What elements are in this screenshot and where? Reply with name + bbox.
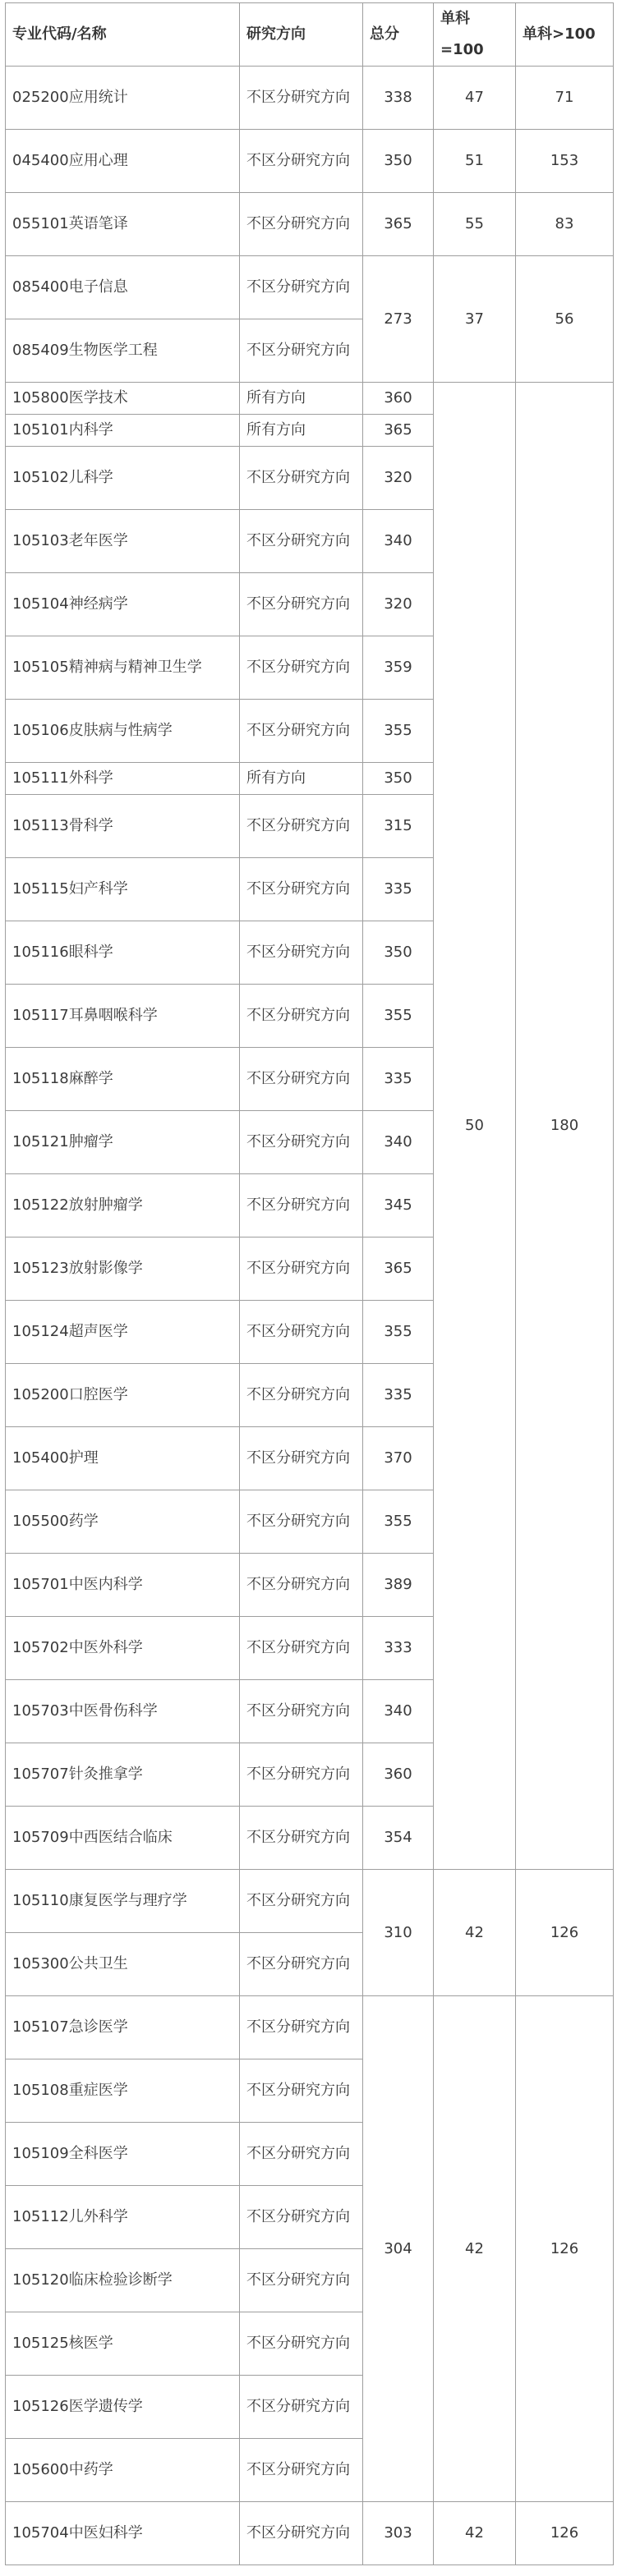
total-score-cell: 365 — [363, 193, 434, 256]
direction-cell: 不区分研究方向 — [240, 1680, 363, 1743]
header-single-eq-100: 单科=100 — [434, 3, 516, 67]
table-body — [6, 67, 614, 2565]
single-gt-100-cell: 126 — [516, 2502, 614, 2565]
major-cell: 105300公共卫生 — [6, 1933, 240, 1996]
single-eq-100-cell: 51 — [434, 130, 516, 193]
total-score-cell: 359 — [363, 636, 434, 700]
table-header-row — [6, 3, 614, 67]
direction-cell: 不区分研究方向 — [240, 1554, 363, 1617]
total-score-cell: 354 — [363, 1807, 434, 1870]
direction-cell: 不区分研究方向 — [240, 1870, 363, 1933]
direction-cell: 不区分研究方向 — [240, 2502, 363, 2565]
direction-cell: 不区分研究方向 — [240, 1427, 363, 1490]
major-cell: 105115妇产科学 — [6, 858, 240, 921]
total-score-cell: 335 — [363, 858, 434, 921]
single-eq-100-cell: 55 — [434, 193, 516, 256]
major-cell: 105103老年医学 — [6, 510, 240, 573]
table-row — [6, 383, 614, 415]
major-cell: 025200应用统计 — [6, 67, 240, 130]
direction-cell: 不区分研究方向 — [240, 2123, 363, 2186]
direction-cell: 不区分研究方向 — [240, 67, 363, 130]
total-score-cell: 338 — [363, 67, 434, 130]
total-score-cell: 355 — [363, 1490, 434, 1554]
header-single-gt-100: 单科>100 — [516, 3, 614, 67]
direction-cell: 不区分研究方向 — [240, 1933, 363, 1996]
major-cell: 105107急诊医学 — [6, 1996, 240, 2059]
direction-cell: 不区分研究方向 — [240, 256, 363, 319]
major-cell: 105702中医外科学 — [6, 1617, 240, 1680]
major-cell: 105111外科学 — [6, 763, 240, 795]
major-cell: 055101英语笔译 — [6, 193, 240, 256]
single-eq-100-cell: 47 — [434, 67, 516, 130]
direction-cell: 不区分研究方向 — [240, 2186, 363, 2249]
single-eq-100-cell: 42 — [434, 1870, 516, 1996]
table-row — [6, 256, 614, 319]
direction-cell: 不区分研究方向 — [240, 1617, 363, 1680]
total-score-cell: 355 — [363, 700, 434, 763]
major-cell: 105701中医内科学 — [6, 1554, 240, 1617]
total-score-cell: 335 — [363, 1048, 434, 1111]
direction-cell: 不区分研究方向 — [240, 573, 363, 636]
direction-cell: 不区分研究方向 — [240, 1111, 363, 1174]
single-eq-100-cell: 37 — [434, 256, 516, 383]
total-score-cell: 320 — [363, 573, 434, 636]
total-score-cell: 273 — [363, 256, 434, 383]
direction-cell: 不区分研究方向 — [240, 193, 363, 256]
major-cell: 105200口腔医学 — [6, 1364, 240, 1427]
table-row — [6, 2502, 614, 2565]
major-cell: 105113骨科学 — [6, 795, 240, 858]
major-cell: 105600中药学 — [6, 2439, 240, 2502]
total-score-cell: 350 — [363, 921, 434, 985]
major-cell: 105110康复医学与理疗学 — [6, 1870, 240, 1933]
direction-cell: 不区分研究方向 — [240, 1743, 363, 1807]
direction-cell: 所有方向 — [240, 763, 363, 795]
total-score-cell: 340 — [363, 1111, 434, 1174]
header-total: 总分 — [363, 3, 434, 67]
total-score-cell: 345 — [363, 1174, 434, 1237]
total-score-cell: 340 — [363, 510, 434, 573]
direction-cell: 不区分研究方向 — [240, 795, 363, 858]
direction-cell: 不区分研究方向 — [240, 1996, 363, 2059]
direction-cell: 不区分研究方向 — [240, 700, 363, 763]
direction-cell: 所有方向 — [240, 383, 363, 415]
major-cell: 105118麻醉学 — [6, 1048, 240, 1111]
direction-cell: 不区分研究方向 — [240, 921, 363, 985]
single-gt-100-cell: 126 — [516, 1996, 614, 2502]
direction-cell: 所有方向 — [240, 415, 363, 447]
direction-cell: 不区分研究方向 — [240, 510, 363, 573]
major-cell: 105122放射肿瘤学 — [6, 1174, 240, 1237]
direction-cell: 不区分研究方向 — [240, 1807, 363, 1870]
single-gt-100-cell: 56 — [516, 256, 614, 383]
total-score-cell: 355 — [363, 1301, 434, 1364]
major-cell: 105104神经病学 — [6, 573, 240, 636]
major-cell: 105117耳鼻咽喉科学 — [6, 985, 240, 1048]
direction-cell: 不区分研究方向 — [240, 1048, 363, 1111]
major-cell: 105704中医妇科学 — [6, 2502, 240, 2565]
major-cell: 105500药学 — [6, 1490, 240, 1554]
score-table-container — [5, 2, 614, 2565]
single-eq-100-cell: 42 — [434, 2502, 516, 2565]
total-score-cell: 333 — [363, 1617, 434, 1680]
direction-cell: 不区分研究方向 — [240, 447, 363, 510]
direction-cell: 不区分研究方向 — [240, 2312, 363, 2376]
total-score-cell: 365 — [363, 1237, 434, 1301]
major-cell: 105125核医学 — [6, 2312, 240, 2376]
major-cell: 105121肿瘤学 — [6, 1111, 240, 1174]
major-cell: 105102儿科学 — [6, 447, 240, 510]
major-cell: 105106皮肤病与性病学 — [6, 700, 240, 763]
single-gt-100-cell: 83 — [516, 193, 614, 256]
total-score-cell: 320 — [363, 447, 434, 510]
table-row — [6, 1870, 614, 1933]
major-cell: 105123放射影像学 — [6, 1237, 240, 1301]
major-cell: 105112儿外科学 — [6, 2186, 240, 2249]
single-gt-100-cell: 126 — [516, 1870, 614, 1996]
direction-cell: 不区分研究方向 — [240, 985, 363, 1048]
major-cell: 105800医学技术 — [6, 383, 240, 415]
direction-cell: 不区分研究方向 — [240, 1490, 363, 1554]
major-cell: 105124超声医学 — [6, 1301, 240, 1364]
major-cell: 105101内科学 — [6, 415, 240, 447]
single-eq-100-cell: 42 — [434, 1996, 516, 2502]
major-cell: 085400电子信息 — [6, 256, 240, 319]
total-score-cell: 310 — [363, 1870, 434, 1996]
single-gt-100-cell: 180 — [516, 383, 614, 1870]
total-score-cell: 360 — [363, 383, 434, 415]
major-cell: 105703中医骨伤科学 — [6, 1680, 240, 1743]
major-cell: 045400应用心理 — [6, 130, 240, 193]
major-cell: 105109全科医学 — [6, 2123, 240, 2186]
table-row — [6, 130, 614, 193]
total-score-cell: 303 — [363, 2502, 434, 2565]
total-score-cell: 355 — [363, 985, 434, 1048]
total-score-cell: 340 — [363, 1680, 434, 1743]
major-cell: 105105精神病与精神卫生学 — [6, 636, 240, 700]
header-direction: 研究方向 — [240, 3, 363, 67]
direction-cell: 不区分研究方向 — [240, 2439, 363, 2502]
direction-cell: 不区分研究方向 — [240, 130, 363, 193]
table-row — [6, 1996, 614, 2059]
direction-cell: 不区分研究方向 — [240, 1237, 363, 1301]
direction-cell: 不区分研究方向 — [240, 636, 363, 700]
total-score-cell: 365 — [363, 415, 434, 447]
direction-cell: 不区分研究方向 — [240, 858, 363, 921]
table-row — [6, 193, 614, 256]
total-score-cell: 315 — [363, 795, 434, 858]
major-cell: 105400护理 — [6, 1427, 240, 1490]
single-gt-100-cell: 71 — [516, 67, 614, 130]
major-cell: 105120临床检验诊断学 — [6, 2249, 240, 2312]
total-score-cell: 370 — [363, 1427, 434, 1490]
total-score-cell: 304 — [363, 1996, 434, 2502]
direction-cell: 不区分研究方向 — [240, 1364, 363, 1427]
total-score-cell: 350 — [363, 130, 434, 193]
major-cell: 105707针灸推拿学 — [6, 1743, 240, 1807]
major-cell: 105108重症医学 — [6, 2059, 240, 2123]
direction-cell: 不区分研究方向 — [240, 2376, 363, 2439]
direction-cell: 不区分研究方向 — [240, 2059, 363, 2123]
total-score-cell: 335 — [363, 1364, 434, 1427]
major-cell: 105116眼科学 — [6, 921, 240, 985]
single-gt-100-cell: 153 — [516, 130, 614, 193]
total-score-cell: 389 — [363, 1554, 434, 1617]
major-cell: 105709中西医结合临床 — [6, 1807, 240, 1870]
direction-cell: 不区分研究方向 — [240, 319, 363, 383]
score-line-table — [5, 2, 614, 2565]
single-eq-100-cell: 50 — [434, 383, 516, 1870]
table-row — [6, 67, 614, 130]
header-major: 专业代码/名称 — [6, 3, 240, 67]
total-score-cell: 360 — [363, 1743, 434, 1807]
major-cell: 105126医学遗传学 — [6, 2376, 240, 2439]
direction-cell: 不区分研究方向 — [240, 2249, 363, 2312]
direction-cell: 不区分研究方向 — [240, 1301, 363, 1364]
direction-cell: 不区分研究方向 — [240, 1174, 363, 1237]
total-score-cell: 350 — [363, 763, 434, 795]
major-cell: 085409生物医学工程 — [6, 319, 240, 383]
